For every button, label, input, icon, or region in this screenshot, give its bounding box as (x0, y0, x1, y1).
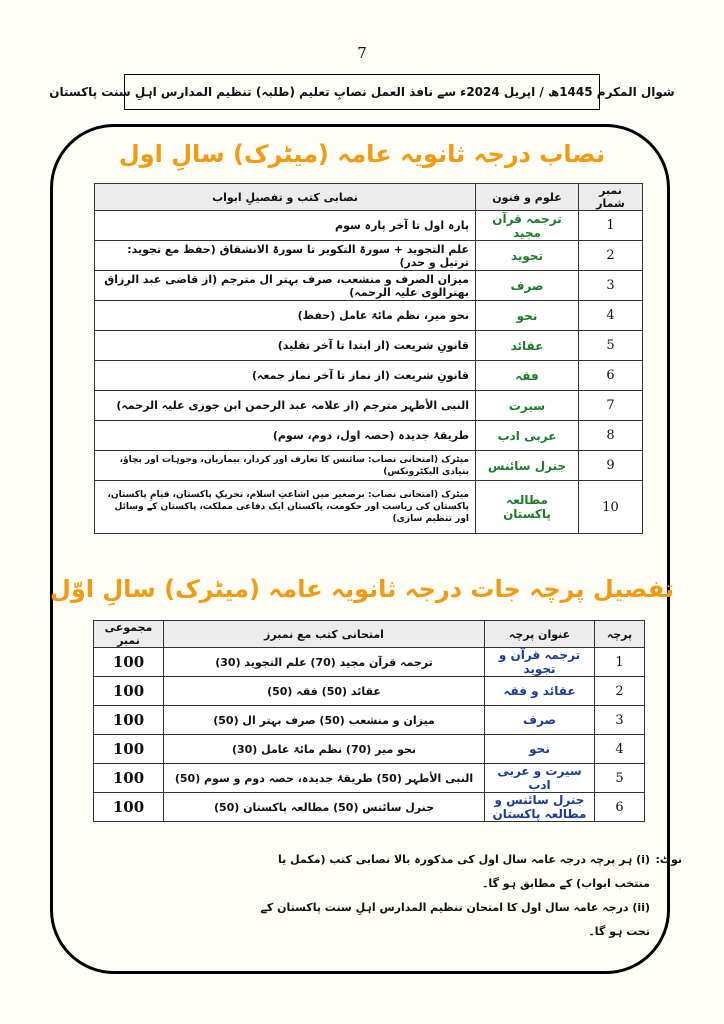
paper-subject: صرف (485, 706, 595, 735)
paper-total: 100 (94, 706, 164, 735)
column-header: امتحانی کتب مع نمبرز (164, 621, 485, 648)
note-item: (ii) درجہ عامہ سال اول کا امتحان تنظیم المدارس اہلِ سنت پاکستان کے تحت ہو گا۔ (260, 901, 650, 938)
row-books: علم التجوید + سورۃ التکویر تا سورۃ الانشقاق (حفظ مع تجوید: ترتیل و حدر) (95, 241, 476, 271)
table-row (94, 706, 645, 735)
row-books: النبی الأطہر مترجم (از علامہ عبد الرحمن ابن جوزی علیہ الرحمہ) (95, 391, 476, 421)
paper-number: 1 (595, 648, 645, 677)
row-number: 6 (579, 361, 643, 391)
table-row (95, 391, 643, 421)
column-header: علوم و فنون (476, 184, 579, 211)
row-number: 10 (579, 481, 643, 534)
paper-books: عقائد (50) فقہ (50) (164, 677, 485, 706)
table-row (95, 421, 643, 451)
syllabus-table (94, 183, 643, 534)
table-row (95, 331, 643, 361)
paper-books: نحو میر (70) نظم مائۃ عامل (30) (164, 735, 485, 764)
row-subject: نحو (476, 301, 579, 331)
papers-title: تفصیل پرچہ جات درجہ ثانویہ عامہ (میٹرک) سالِ اوّل (50, 575, 674, 603)
column-header: عنوان پرچہ (485, 621, 595, 648)
row-subject: مطالعہ پاکستان (476, 481, 579, 534)
row-number: 8 (579, 421, 643, 451)
table-header-row (94, 621, 645, 648)
table-header-row (95, 184, 643, 211)
paper-total: 100 (94, 735, 164, 764)
row-subject: فقہ (476, 361, 579, 391)
page-number: 7 (357, 44, 367, 62)
table-row (95, 451, 643, 481)
table-row (95, 361, 643, 391)
row-books: قانونِ شریعت (از نماز تا آخر نماز جمعہ) (95, 361, 476, 391)
paper-total: 100 (94, 793, 164, 822)
table-row (95, 271, 643, 301)
paper-number: 2 (595, 677, 645, 706)
paper-total: 100 (94, 648, 164, 677)
row-subject: ترجمہ قرآن مجید (476, 211, 579, 241)
row-number: 2 (579, 241, 643, 271)
paper-number: 5 (595, 764, 645, 793)
row-subject: سیرت (476, 391, 579, 421)
notes-section (240, 848, 682, 944)
row-books: میزان الصرف و منشعب، صرف بہتر ال مترجم (از قاضی عبد الرزاق بھترالوی علیہ الرحمہ) (95, 271, 476, 301)
row-books: نحو میر، نظم مائۃ عامل (حفظ) (95, 301, 476, 331)
row-books: پارہ اول تا آخر پارہ سوم (95, 211, 476, 241)
note-item: (i) ہر پرچہ درجہ عامہ سال اول کی مذکورہ بالا نصابی کتب (مکمل یا منتخب ابواب) کے مطابق ہو گا۔ (278, 853, 650, 890)
row-number: 4 (579, 301, 643, 331)
paper-number: 6 (595, 793, 645, 822)
table-row (94, 764, 645, 793)
table-row (95, 481, 643, 534)
paper-total: 100 (94, 764, 164, 793)
column-header: پرچہ (595, 621, 645, 648)
row-subject: جنرل سائنس (476, 451, 579, 481)
paper-number: 4 (595, 735, 645, 764)
row-number: 9 (579, 451, 643, 481)
notes-label: نوٹ: (655, 853, 682, 866)
paper-number: 3 (595, 706, 645, 735)
header-banner: شوال المکرم 1445ھ / اپریل 2024ء سے نافذ العمل نصابِ تعلیم (طلبہ) تنظیم المدارس اہلِ سنت پاکستان (124, 74, 600, 110)
table-row (95, 211, 643, 241)
row-subject: عقائد (476, 331, 579, 361)
row-books: میٹرک (امتحانی نصاب: برصغیر میں اشاعتِ اسلام، تحریکِ پاکستان، قیامِ پاکستان، پاکستان کی ریاست اور حکومت، پاکستان ایک دفاعی مملکت، پاکستان کے وسائل اور تنظیم سازی) (95, 481, 476, 534)
row-subject: تجوید (476, 241, 579, 271)
paper-subject: جنرل سائنس و مطالعہ پاکستان (485, 793, 595, 822)
paper-books: جنرل سائنس (50) مطالعہ پاکستان (50) (164, 793, 485, 822)
row-subject: عربی ادب (476, 421, 579, 451)
table-row (94, 735, 645, 764)
row-books: طریقۂ جدیدہ (حصہ اول، دوم، سوم) (95, 421, 476, 451)
paper-subject: عقائد و فقہ (485, 677, 595, 706)
syllabus-title: نصاب درجہ ثانویہ عامہ (میٹرک) سالِ اول (118, 140, 606, 168)
table-row (95, 241, 643, 271)
table-row (94, 648, 645, 677)
row-books: میٹرک (امتحانی نصاب: سائنس کا تعارف اور کردار، بیماریاں، وجوہات اور بچاؤ، بنیادی الیکٹرونکس) (95, 451, 476, 481)
column-header: مجموعی نمبر (94, 621, 164, 648)
row-number: 3 (579, 271, 643, 301)
table-row (95, 301, 643, 331)
table-row (94, 677, 645, 706)
paper-subject: ترجمہ قرآن و تجوید (485, 648, 595, 677)
row-number: 7 (579, 391, 643, 421)
paper-books: میزان و منشعب (50) صرف بہتر ال (50) (164, 706, 485, 735)
table-row (94, 793, 645, 822)
paper-total: 100 (94, 677, 164, 706)
paper-subject: سیرت و عربی ادب (485, 764, 595, 793)
column-header: نمبر شمار (579, 184, 643, 211)
row-number: 1 (579, 211, 643, 241)
column-header: نصابی کتب و تفصیلِ ابواب (95, 184, 476, 211)
paper-books: النبی الأطہر (50) طریقۂ جدیدہ، حصہ دوم و سوم (50) (164, 764, 485, 793)
row-books: قانونِ شریعت (از ابتدا تا آخر تقلید) (95, 331, 476, 361)
papers-table (93, 620, 645, 822)
row-number: 5 (579, 331, 643, 361)
paper-subject: نحو (485, 735, 595, 764)
row-subject: صرف (476, 271, 579, 301)
paper-books: ترجمہ قرآن مجید (70) علم التجوید (30) (164, 648, 485, 677)
